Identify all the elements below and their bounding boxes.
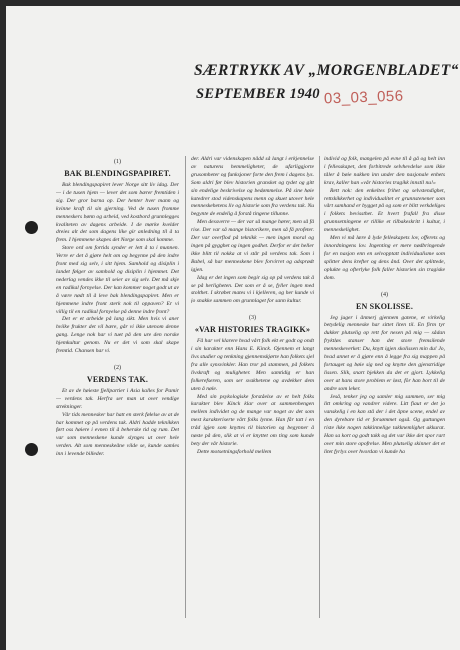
paragraph: Dette motsetningsforhold mellem [197, 448, 272, 455]
column-3 [324, 156, 445, 626]
section-number: (2) [114, 364, 121, 371]
header-title: SÆRTRYKK AV „MORGENBLADET“ [194, 62, 459, 79]
column-divider [319, 156, 320, 618]
paragraph: Idag er det ingen som begir sig op på verdens tak å se på herligheten. Det som er å se, fyller ingen med stolthet. I skrøbet mates vi i kjelleren, og her kunde vi jo snakke sammen om grunnlaget for sann kultur. [191, 274, 314, 305]
paragraph: Bak blendingspapiret lever Norge sitt liv idag. Der — i de tusen hjem — lever det som bærer fremtiden i sig. Der gror barna op. Der henter hver mann og kvinne kraft til sin gjerning. Ved de tusen fromme menneskers bønn og arbeid, ved kostbord grunnlegges kvaliteten av dagens arbeide. I de mørke kvelder dreies alt det som dagens like gir anledning til å ta frem. I hjemmene skapes det Norge som skal komme. [56, 182, 179, 244]
section-heading: BAK BLENDINGSPAPIRET. [64, 169, 171, 178]
column-divider [185, 156, 186, 618]
column-1 [56, 156, 179, 626]
section-heading: «VAR HISTORIES TRAGIKK» [194, 325, 311, 335]
section-number: (3) [249, 315, 256, 322]
document-page [6, 6, 460, 650]
section-heading: EN SKOLISSE. [355, 301, 414, 311]
paragraph: der. Aldri var videnskapen nådd så langt i erkjennelse av naturens hemmeligheter, de ufarliggjorte grusomheter og funksjoner forte den frem i dagens lys. Som aldri før blev historien gransket og tydet og gitt sin endelige beskrivelse og bedømmelse. På sine høie katedrer stod videnskapens menn og skuet utover hele menneskehetens liv og historie som fra verdens tak. Nu begynte de endelig å forstå tingene tillunne. [191, 156, 314, 218]
punch-hole-bottom [25, 443, 38, 456]
header-date: SEPTEMBER 1940 [196, 86, 320, 102]
paragraph: Store ord om fortids synder er lett å ta i munnen. Verre er det å gjøre helt om og begynne på den indre front med sig selv, i sitt hjem. Samhold og disiplin i landet følger av samhold og disiplin i hjemmet. Det nederlag vendes ikke til seier av sig selv. Det må skje en radikal fornyelse. Der kan kommer noget godt ut av å være nødt til å leve bak blendingspapiret. Men er hjemmene indre front sterk nok til oppaven? Er vi villig til en radikal fornyelse på denne indre front? [56, 245, 179, 315]
paragraph: Men vi må lære å lyde felleskapets lov, offerets og innordningens lov. Ingenting er mere nødbringende for en nasjon enn en selvopptatt individualisme som splitter dens krefter og dens ånd. Over det splittede, oplukte og ofterlyke folk faller historien sin tragiske dom. [324, 235, 445, 281]
paragraph: individ og folk, mangelen på evne til å gå og helt inn i fellesskapet, den forbitrede selvhevdelse som ikke tåler å bøie nakken inn under den nasjonale enhets krav, kaller han «vår histories tragikk innstil nu!» [324, 156, 445, 186]
paragraph: Jeså, tenker jeg og samler mig sammen, ser mig litt omkring og vandrer videre. Litt fiaut er det jo vanskelig i en kan stå der i det åpne scene, endel av den dyrebare tid er forsømmet også. Og guttungen riste ikke nogen takkinnelige takknemlighet akkurat. Han sa kort og godt takk og det var ikke det spor rart over min store opofrelse. Men plutselig skinner det et litet fyrlys over hvordan vi kunde ha [324, 393, 445, 455]
paragraph: Rett nok: den enkeltes frihet og selvstendighet, rettskikkerhet og individualitet er grunnstenener som vårt samhand er bygget på og som er blitt verkdeliges i folkets bevissthet. Et hvert frafall fra disse grunnsetningene er tillike et tilbakeskritt i kultur, i menneskelighet. [324, 187, 445, 234]
archive-stamp: 03_03_056 [323, 87, 404, 108]
paragraph: Men dessverre — der var så mange hører, men så få rise. Der var så mange historikere, men så få profeter. Der var overflod på teknikk — men ingen moral og ingen på gygghet og ingen godhet. Derfor er det heller ikke blitt til nokka at vi står på verdens tak. Som i Babel, så har menneskene blev forvirret og adsprødt igjen. [191, 219, 314, 273]
paragraph: Få har vel klarere hvad vårt folk ekt er godt og ondt i sin karakter enn Hans E. Kinck. Ojennem et langt livs studier og tenkning gjennemskjørte han folkets sjel fra alle synsvinkler. Han tror på stammen, på folkets livskraft og muligheter. Men samtidig er han folkerefseren, som ser svakhetene og avdekker dem uten å nøle. [191, 338, 314, 392]
section-number: (4) [381, 291, 388, 298]
punch-hole-top [25, 221, 38, 234]
paragraph: Et av de høieste fjellpartier i Asia kalles for Pamir — verdens tak. Herfra ser man ut over vendige strekninger. [56, 387, 179, 410]
paragraph: Jeg juger i ånmerj gjennem gatene, et virkelig betydelig menneske har sittet liten til. En firm tyr dukker plutselig op rett for nesen på mig — sådan fryktløs stanser han det store fremsilende menneskeverket: Du, knytt igjen skolissen min du! Jo, hvad annet er å gjøre enn å legge fra sig mappen på fortauget og bøie sig ned og knytte den gjenstridige lissen. Slik, snart bjekken da det er gjort. Lykkelig over at hans store problem er løst, fôr han bort til de andre som leker. [324, 314, 445, 392]
column-2 [191, 156, 314, 626]
paragraph: Det er et arbeide på lang sikt. Men hvis vi aner hvilke frukter det vil bære, går vi ikke utenom denne gang. Lenge nok har vi tuet på den ure den norske hjemkultur genom. Nu er det vi som skal skape fremtid. Chansen har vi. [56, 316, 179, 355]
section-number: (1) [114, 159, 121, 165]
paragraph: Med sin psykologiske forståelse av et helt folks karakter blev Kinck klar over at sammenhengen mellem individet og de mange var noget av det som mest karakteriserte vårt folks lynne. Han får tatt i en tråd igjen som knyttes til historien og begynner å nøste på den, slik at vi er knyttet om ting som kunde bety der vår historie. [191, 393, 314, 447]
paragraph: Vår tids mennesker har hatt en sterk følelse av at de har kommet op på verdens tak. Aldri hadde teknikken ført oss høiere i evnen til å beherske tid og rum. Det var som menneskene kunde slynges ut over hele verden. Alt som menneskeåne vilde se, kunde samles inn i levende billeder. [56, 411, 179, 458]
section-heading: VERDENS TAK. [86, 374, 149, 384]
